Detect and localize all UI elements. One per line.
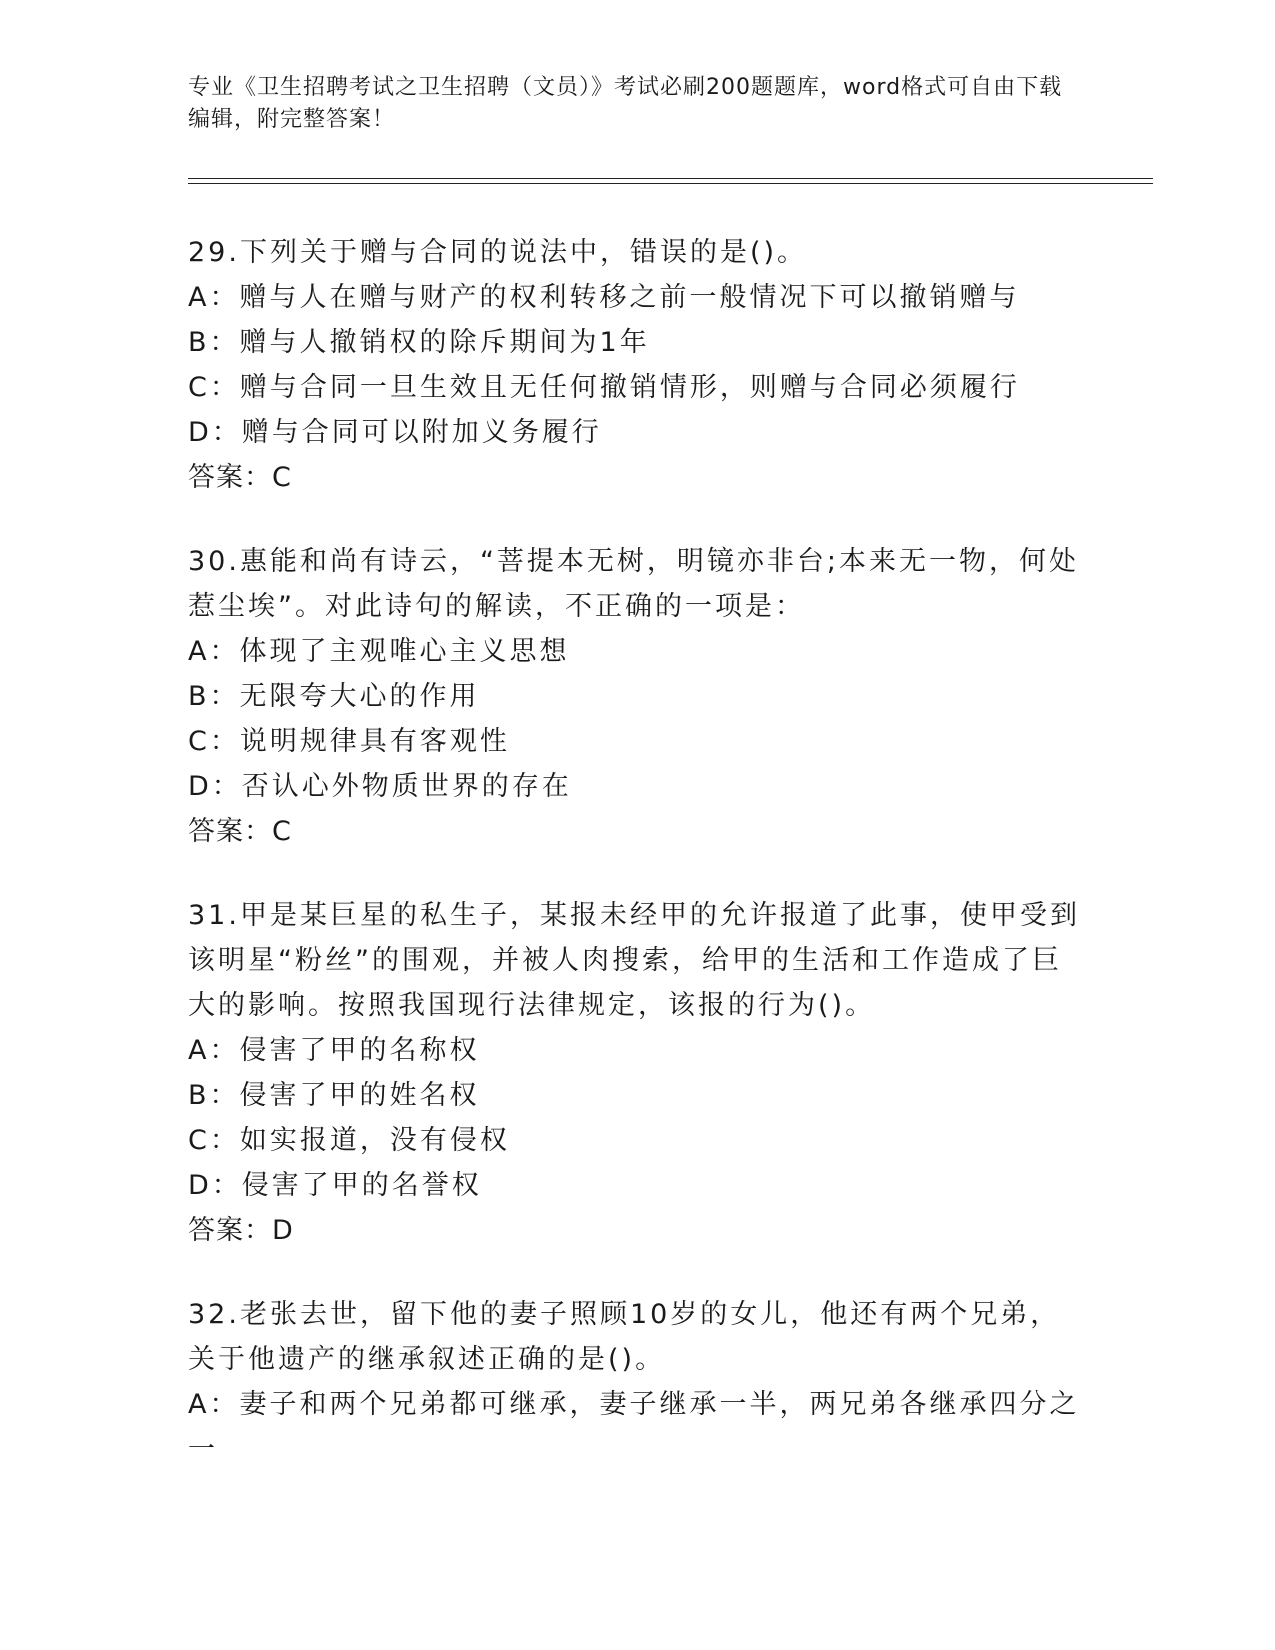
option-c: C：赠与合同一旦生效且无任何撤销情形，则赠与合同必须履行 <box>188 372 1020 403</box>
answer: 答案：D <box>188 1215 294 1246</box>
option-c: C：说明规律具有客观性 <box>188 726 510 757</box>
option-a: A：侵害了甲的名称权 <box>188 1035 480 1066</box>
question-30 <box>188 539 1088 854</box>
option-d: D：赠与合同可以附加义务履行 <box>188 417 602 448</box>
question-32 <box>188 1292 1088 1472</box>
option-b: B：无限夸大心的作用 <box>188 681 480 712</box>
option-a: A：体现了主观唯心主义思想 <box>188 636 570 667</box>
question-stem: 32.老张去世，留下他的妻子照顾10岁的女儿，他还有两个兄弟，关于他遗产的继承叙述正确的是()。 <box>188 1299 1061 1375</box>
question-29 <box>188 230 1088 500</box>
option-b: B：侵害了甲的姓名权 <box>188 1080 480 1111</box>
option-b: B：赠与人撤销权的除斥期间为1年 <box>188 327 650 358</box>
document-header: 专业《卫生招聘考试之卫生招聘（文员）》考试必刷200题题库，word格式可自由下载编辑，附完整答案！ <box>188 75 1063 132</box>
option-c: C：如实报道，没有侵权 <box>188 1125 510 1156</box>
answer: 答案：C <box>188 816 292 847</box>
option-a: A：赠与人在赠与财产的权利转移之前一般情况下可以撤销赠与 <box>188 282 1020 313</box>
question-stem: 31.甲是某巨星的私生子，某报未经甲的允许报道了此事，使甲受到该明星“粉丝”的围观，并被人肉搜索，给甲的生活和工作造成了巨大的影响。按照我国现行法律规定，该报的行为()。 <box>188 900 1080 1021</box>
header-rule-bottom <box>188 183 1153 184</box>
question-list <box>188 230 1088 1511</box>
question-stem: 29.下列关于赠与合同的说法中，错误的是()。 <box>188 237 808 268</box>
question-31 <box>188 893 1088 1253</box>
question-stem: 30.惠能和尚有诗云，“菩提本无树，明镜亦非台;本来无一物，何处惹尘埃”。对此诗句的解读，不正确的一项是： <box>188 546 1080 622</box>
option-d: D：侵害了甲的名誉权 <box>188 1170 482 1201</box>
answer: 答案：C <box>188 462 292 493</box>
header-rule-top <box>188 178 1153 179</box>
option-d: D：否认心外物质世界的存在 <box>188 771 572 802</box>
option-a: A：妻子和两个兄弟都可继承，妻子继承一半，两兄弟各继承四分之一 <box>188 1389 1080 1465</box>
